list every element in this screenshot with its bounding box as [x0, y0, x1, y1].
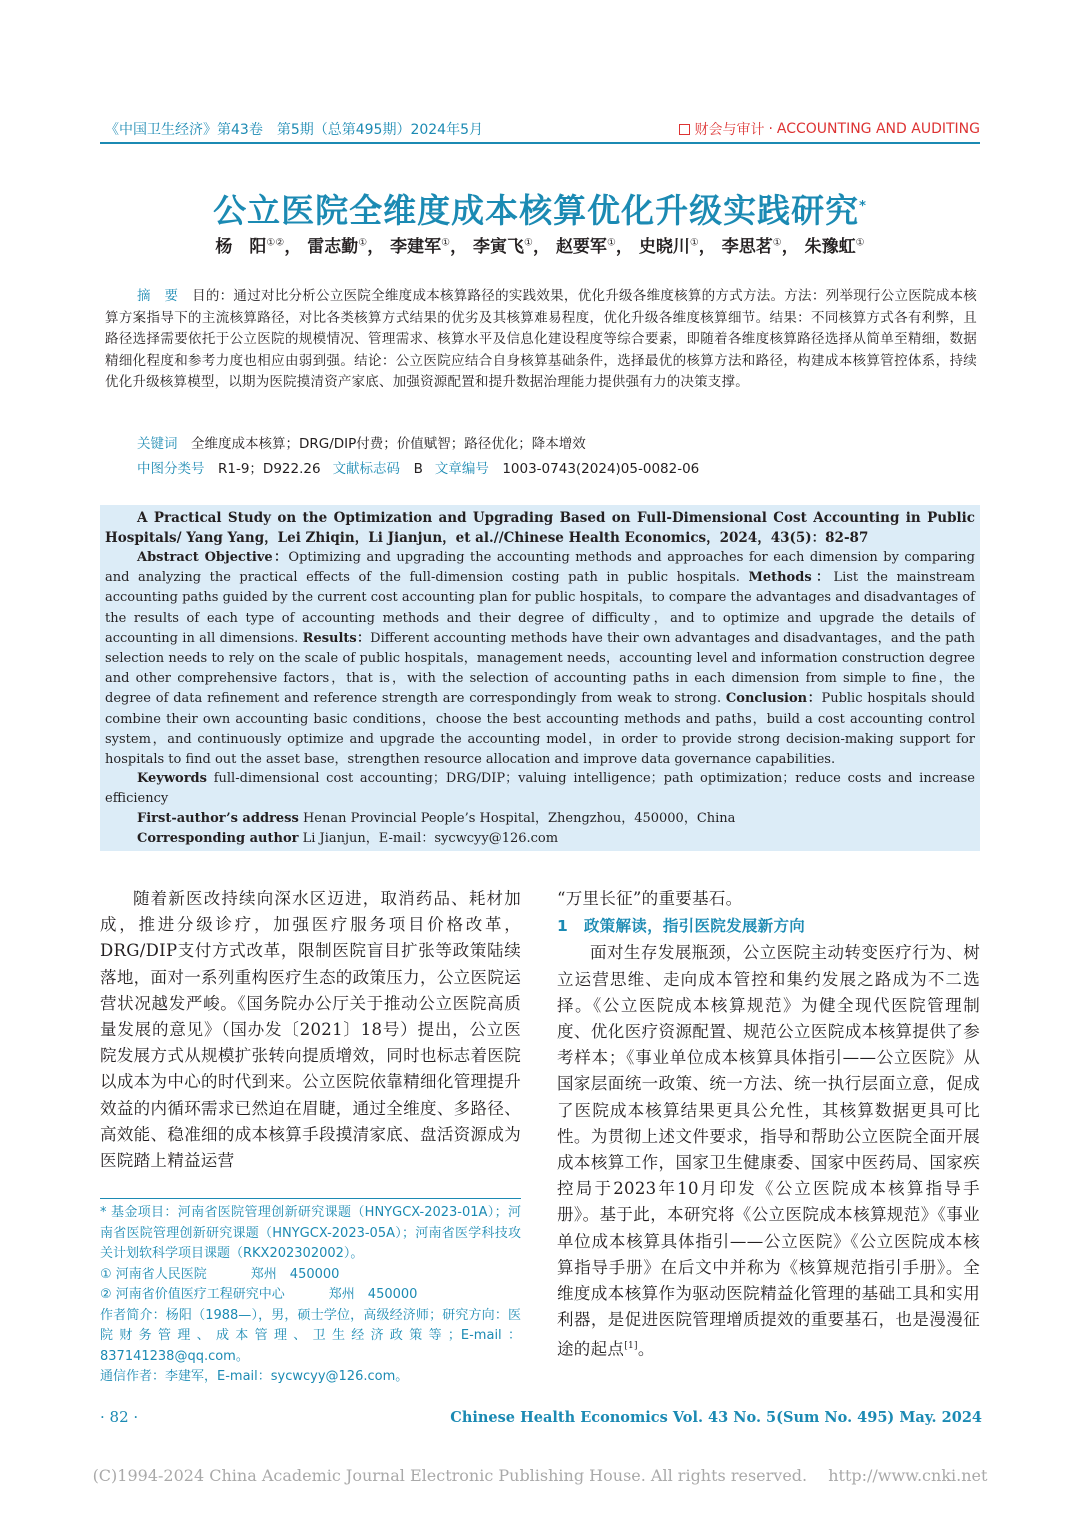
doc-code-value: B [413, 461, 423, 477]
title-mark: * [859, 199, 867, 214]
author [307, 237, 384, 257]
english-keywords [105, 769, 975, 809]
author-aff: ① [689, 237, 699, 249]
copyright-watermark: (C)1994-2024 China Academic Journal Electronic Publishing House. All rights reserved. http://www.cnki.net [92, 1466, 988, 1485]
aff1-city: 郑州 450000 [250, 1266, 340, 1282]
article-no-value: 1003-0743(2024)05-0082-06 [502, 461, 700, 477]
author [473, 237, 550, 257]
classification-line [137, 457, 699, 477]
author-name: 杨 阳 [215, 237, 267, 257]
author-sep: ， [450, 237, 468, 257]
author [722, 237, 799, 257]
article-no-label: 文章编号 [434, 461, 489, 477]
journal-header: 《中国卫生经济》第43卷 第5期（总第495期）2024年5月 [105, 122, 483, 138]
fund-note: * 基金项目：河南省医院管理创新研究课题（HNYGCX-2023-01A）；河南省医院管理创新研究课题（HNYGCX-2023-05A）；河南省医学科技攻关计划软科学项目课题（RKX202302002）。 [100, 1205, 521, 1261]
body-right-column [557, 886, 980, 1363]
author-sep: ， [698, 237, 716, 257]
author-sep: ， [284, 237, 302, 257]
en-conclusion: Public hospitals should combine their own accounting basic conditions，choose the best accounting methods and paths，build a cost accounting control system，and continuously optimize and upgrade the accounting model，in order to provide strong decision-making support for hospitals to find out the asset base，strengthen resource allocation and improve data governance capabilities. [105, 691, 975, 768]
author-aff: ① [441, 237, 451, 249]
doc-code-label: 文献标志码 [332, 461, 401, 477]
keywords-zh [137, 432, 586, 452]
keywords-zh-text: 全维度成本核算；DRG/DIP付费；价值赋智；路径优化；降本增效 [191, 436, 586, 452]
author-name: 李思茗 [721, 237, 773, 257]
affiliation-2 [100, 1285, 521, 1306]
author-name: 朱豫虹 [804, 237, 856, 257]
page-number: · 82 · [100, 1408, 139, 1426]
en-keywords-label: Keywords [137, 771, 207, 786]
section-header [679, 119, 980, 139]
en-address-label: First-author’s address [137, 811, 299, 826]
english-corresponding [137, 829, 558, 849]
author [390, 237, 467, 257]
corresponding-note: 通信作者：李建军，E-mail：sycwcyy@126.com。 [100, 1369, 409, 1384]
section-sep: · [768, 121, 773, 137]
body-right-paragraph [557, 940, 980, 1363]
en-corr: Li Jianjun，E-mail：sycwcyy@126.com [302, 831, 559, 846]
english-abstract [105, 548, 975, 770]
english-address [137, 809, 735, 829]
en-keywords: full-dimensional cost accounting；DRG/DIP；valuing intelligence；path optimization；reduce costs and increase efficiency [105, 771, 975, 807]
author-aff: ① [772, 237, 782, 249]
clc-label: 中图分类号 [137, 461, 205, 477]
body-left-column [100, 886, 521, 1174]
keywords-zh-label: 关键词 [137, 436, 178, 452]
en-conclusion-label: Conclusion： [725, 691, 822, 707]
author-name: 史晓川 [638, 237, 690, 257]
author [639, 237, 716, 257]
author [556, 237, 633, 257]
author-sep: ， [781, 237, 799, 257]
abstract-zh-text: 目的：通过对比分析公立医院全维度成本核算路径的实践效果，优化升级各维度核算的方式方法。方法：列举现行公立医院成本核算方案指导下的主流核算路径，对比各类核算方式结果的优劣及其核算难易程度，优化升级各维度核算细节。结果：不同核算方式各有利弊，且路径选择需要依托于公立医院的规模情况、管理需求、核算水平及信息化建设程度等综合要素，即随着各维度核算路径选择从简单至精细，数据精细化程度和参考力度也相应由弱到强。结论：公立医院应结合自身核算基础条件，选择最优的核算方法和路径，构建成本核算管控体系，持续优化升级核算模型，以期为医院摸清资产家底、加强资源配置和提升数据治理能力提供强有力的决策支撑。 [105, 288, 978, 391]
author-name: 李建军 [390, 237, 442, 257]
en-abstract-label: Abstract Objective： [137, 550, 289, 565]
body-right-text: 面对生存发展瓶颈，公立医院主动转变医疗行为、树立运营思维、走向成本管控和集约发展之路成为不二选择。《公立医院成本核算规范》为健全现代医院管理制度、优化医疗资源配置、规范公立医院成本核算提供了参考样本；《事业单位成本核算具体指引——公立医院》从国家层面统一政策、统一方法、统一执行层面立意，促成了医院成本核算结果更具公允性，其核算数据更具可比性。为贯彻上述文件要求，指导和帮助公立医院全面开展成本核算工作，国家卫生健康委、国家中医药局、国家疾控局于2023年10月印发《公立医院成本核算指导手册》。基于此，本研究将《公立医院成本核算规范》《事业单位成本核算具体指引——公立医院》《公立医院成本核算指导手册》在后文中并称为《核算规范指引手册》。全维度成本核算作为驱动医院精益化管理的基础工具和实用利器，是促进医院管理增质提效的重要基石，也是漫漫征途的起点 [557, 943, 980, 1359]
section-name-zh: 财会与审计 [694, 122, 765, 138]
abstract-zh [105, 286, 977, 394]
en-address: Henan Provincial People’s Hospital，Zhengzhou，450000，China [302, 811, 736, 826]
body-left-paragraph: 随着新医改持续向深水区迈进，取消药品、耗材加成，推进分级诊疗，加强医疗服务项目价格改革，DRG/DIP支付方式改革，限制医院盲目扩张等政策陆续落地，面对一系列重构医疗生态的政策压力，公立医院运营状况越发严峻。《国务院办公厅关于推动公立医院高质量发展的意见》（国办发〔2021〕18号）提出，公立医院发展方式从规模扩张转向提质增效，同时也标志着医院以成本为中心的时代到来。公立医院依靠精细化管理提升效益的内循环需求已然迫在眉睫，通过全维度、多路径、高效能、稳准细的成本核算手段摸清家底、盘活资源成为医院踏上精益运营 [100, 889, 521, 1171]
en-corr-label: Corresponding author [137, 831, 299, 846]
aff2-city: 郑州 450000 [328, 1287, 418, 1302]
author-aff: ① [606, 237, 616, 249]
title-text: 公立医院全维度成本核算优化升级实践研究 [213, 191, 860, 230]
section-1-heading: 1 政策解读，指引医院发展新方向 [557, 917, 806, 936]
body-right-continuation: “万里长征”的重要基石。 [557, 889, 743, 908]
section-name-en: ACCOUNTING AND AUDITING [776, 121, 980, 137]
author-bio: 作者简介：杨阳（1988—），男，硕士学位，高级经济师；研究方向：医院财务管理、成本管理、卫生经济政策等；E-mail：837141238@qq.com。 [100, 1307, 521, 1364]
author [805, 237, 865, 257]
clc-value: R1-9；D922.26 [218, 461, 321, 477]
author-name: 赵要军 [555, 237, 607, 257]
author [215, 237, 301, 257]
author-sep: ， [533, 237, 551, 257]
footnote-rule [100, 1198, 521, 1199]
author-aff: ① [358, 237, 368, 249]
author-sep: ， [367, 237, 385, 257]
en-methods-label: Methods： [748, 570, 834, 586]
aff1-name: ① 河南省人民医院 [100, 1266, 207, 1282]
citation-ref: [1] [624, 1341, 638, 1352]
en-methods: List the mainstream accounting paths guided by the current cost accounting plan for public hospitals，to compare the advantages and disadvantages of the results of each type of accounting methods and their degree of difficulty，and to optimize and upgrade the details of accounting in all dimensions. [105, 570, 975, 646]
author-aff: ① [524, 237, 534, 249]
abstract-zh-label: 摘 要 [137, 288, 179, 304]
paper-title [100, 185, 980, 232]
header-rule [100, 142, 980, 144]
affiliation-1 [100, 1265, 521, 1286]
square-icon [679, 124, 690, 135]
author-aff: ①② [266, 237, 285, 249]
aff2-name: ② 河南省价值医疗工程研究中心 [100, 1287, 285, 1302]
author-name: 李寅飞 [473, 237, 525, 257]
footnotes [100, 1203, 521, 1388]
english-title: A Practical Study on the Optimization and Upgrading Based on Full-Dimensional Cost Accounting in Public Hospitals/ Yang Yang，Lei Zhiqin，Li Jianjun，et al.//Chinese Health Economics，2024，43(5)：82-87 [105, 510, 975, 546]
author-sep: ， [615, 237, 633, 257]
author-name: 雷志勤 [307, 237, 359, 257]
en-results-label: Results： [302, 630, 371, 646]
body-right-end: 。 [637, 1339, 655, 1359]
author-aff: ① [855, 237, 865, 249]
author-list [100, 232, 980, 257]
en-objective: Optimizing and upgrading the accounting methods and approaches for each dimension by comparing and analyzing the practical effects of the full-dimension costing path in public hospitals. [105, 550, 975, 586]
en-results: Different accounting methods have their own advantages and disadvantages，and the path selection needs to rely on the scale of public hospitals，management needs，accounting level and information construction degree and other comprehensive factors，that is，with the selection of accounting paths in each dimension from simple to fine，the degree of data refinement and reference strength are correspondingly from weak to strong. [105, 630, 975, 707]
footer-journal: Chinese Health Economics Vol. 43 No. 5(Sum No. 495) May. 2024 [450, 1409, 982, 1426]
